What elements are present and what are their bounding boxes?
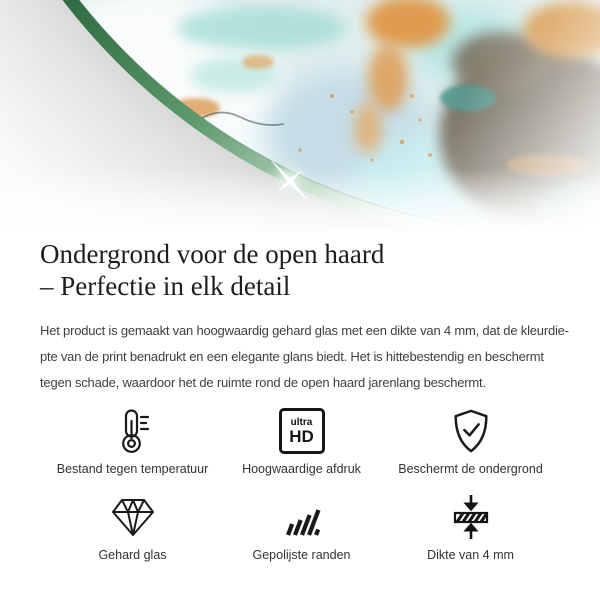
ultra-hd-icon-text-hd: HD xyxy=(289,427,314,446)
description-line: tegen schade, waardoor het de ruimte rond de open haard jarenlang beschermt. xyxy=(40,375,486,390)
feature-label: Bestand tegen temperatuur xyxy=(56,462,209,476)
product-description xyxy=(40,318,569,396)
feature-label: Hoogwaardige afdruk xyxy=(242,462,361,476)
title-line-1: Ondergrond voor de open haard xyxy=(40,239,385,269)
feature-label: Gehard glas xyxy=(98,548,167,562)
feature-label: Dikte van 4 mm xyxy=(427,548,514,562)
feature-print-quality xyxy=(217,407,386,477)
description-line: Het product is gemaakt van hoogwaardig gehard glas met een dikte van 4 mm, dat de kleurdie- xyxy=(40,323,569,338)
feature-tempered-glass xyxy=(48,493,217,563)
page-title xyxy=(40,238,565,302)
thermometer-icon xyxy=(115,407,151,455)
feature-thickness xyxy=(386,493,555,563)
feature-polished-edges xyxy=(217,493,386,563)
thickness-4mm-icon xyxy=(451,493,491,541)
product-image xyxy=(0,0,600,232)
product-info xyxy=(0,238,600,563)
title-line-2: – Perfectie in elk detail xyxy=(40,271,291,301)
shield-check-icon xyxy=(448,407,494,455)
feature-label: Gepolijste randen xyxy=(252,548,351,562)
glass-panel-image xyxy=(0,0,600,232)
diamond-icon xyxy=(110,493,156,541)
feature-grid xyxy=(48,407,555,563)
description-line: pte van de print benadrukt en een elegante glans biedt. Het is hittebestendig en beschermt xyxy=(40,349,544,364)
feature-temperature xyxy=(48,407,217,477)
ultra-hd-icon xyxy=(279,407,325,455)
ultra-hd-icon-text-ultra: ultra xyxy=(290,417,313,428)
feature-label: Beschermt de ondergrond xyxy=(398,462,543,476)
polished-edges-icon xyxy=(282,493,322,541)
feature-protection xyxy=(386,407,555,477)
